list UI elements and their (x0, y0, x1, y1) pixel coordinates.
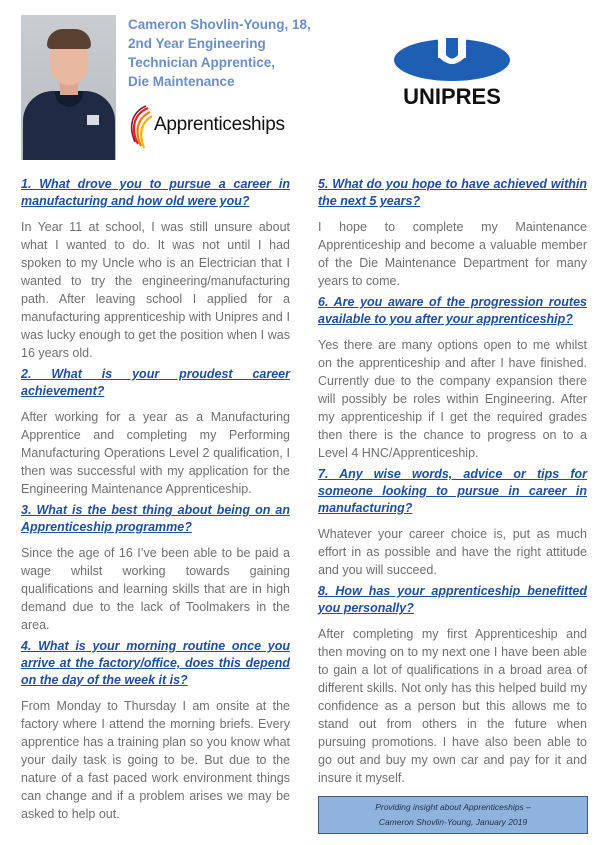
answer-2: After working for a year as a Manufacturing Apprentice and completing my Performing Manufacturing Operations Level 2 qualification, I then was successful with my application for the Engineering Maintenance Apprenticeship. (21, 410, 290, 496)
unipres-logo-text: UNIPRES (403, 84, 501, 109)
unipres-logo (392, 38, 518, 110)
left-column (21, 176, 290, 827)
answer-6: Yes there are many options open to me whilst on the apprenticeship and after I have finished. Currently due to the company expansion there will possibly be roles within Engineering. After my apprenticeship if I get the required grades then there is the chance to progress on to a Level 4 HNC/Apprenticeship. (318, 338, 587, 460)
profile-role-line-1: 2nd Year Engineering (128, 36, 266, 51)
profile-photo (21, 15, 116, 160)
answer-4: From Monday to Thursday I am onsite at the factory where I attend the morning briefs. Every apprentice has a training plan so you know what your daily task is going to be. But due to the nature of a fast paced work environment things can change and if a problem arises we may be asked to help out. (21, 699, 290, 821)
answer-5: I hope to complete my Maintenance Apprenticeship and become a valuable member of the Die Maintenance Department for many years to come. (318, 220, 587, 288)
answer-7: Whatever your career choice is, put as much effort in as possible and have the right attitude and you will succeed. (318, 527, 587, 577)
question-3: 3. What is the best thing about being on an Apprenticeship programme? (21, 503, 290, 534)
apprenticeships-swirl-icon (126, 104, 156, 152)
question-1: 1. What drove you to pursue a career in manufacturing and how old were you? (21, 177, 290, 208)
answer-1: In Year 11 at school, I was still unsure about what I wanted to do. It was not until I had spoken to my Uncle who is an Electrician that I wanted to try the engineering/manufacturing path. After leaving school I applied for a manufacturing apprenticeship with Unipres and I was lucky enough to get the position when I was 16 years old. (21, 220, 290, 360)
footer-line-2: Cameron Shovlin-Young, January 2019 (378, 817, 528, 827)
answer-3: Since the age of 16 I’ve been able to be paid a wage whilst working towards gaining qualifications and learning skills that are in high demand due to the lack of Toolmakers in the area. (21, 546, 290, 632)
profile-role-line-3: Die Maintenance (128, 74, 235, 89)
unipres-emblem-icon (392, 38, 512, 82)
apprenticeships-logo-text: Apprenticeships (154, 114, 285, 135)
right-column (318, 176, 587, 791)
profile-role-line-2: Technician Apprentice, (128, 55, 276, 70)
question-6: 6. Are you aware of the progression routes available to you after your apprenticeship? (318, 295, 587, 326)
question-2: 2. What is your proudest career achievement? (21, 367, 290, 398)
profile-heading (128, 15, 328, 91)
question-5: 5. What do you hope to have achieved within the next 5 years? (318, 177, 587, 208)
profile-name: Cameron Shovlin-Young, 18, (128, 17, 311, 32)
question-7: 7. Any wise words, advice or tips for someone looking to pursue in career in manufacturing? (318, 467, 587, 515)
answer-8: After completing my first Apprenticeship and then moving on to my next one I have been able to gain a lot of qualifications in a broad area of different skills. Not only has this helped build my confidence as a person but this allows me to stand out from others in the future when pursuing promotions. I have also been able to go out and buy my own car and pay for it and insure it myself. (318, 627, 587, 785)
apprenticeships-logo (126, 104, 296, 152)
question-8: 8. How has your apprenticeship benefitted you personally? (318, 584, 587, 615)
question-4: 4. What is your morning routine once you arrive at the factory/office, does this depend on the day of the week it is? (21, 639, 290, 687)
footer-box (318, 796, 588, 834)
footer-line-1: Providing insight about Apprenticeships – (375, 802, 531, 812)
